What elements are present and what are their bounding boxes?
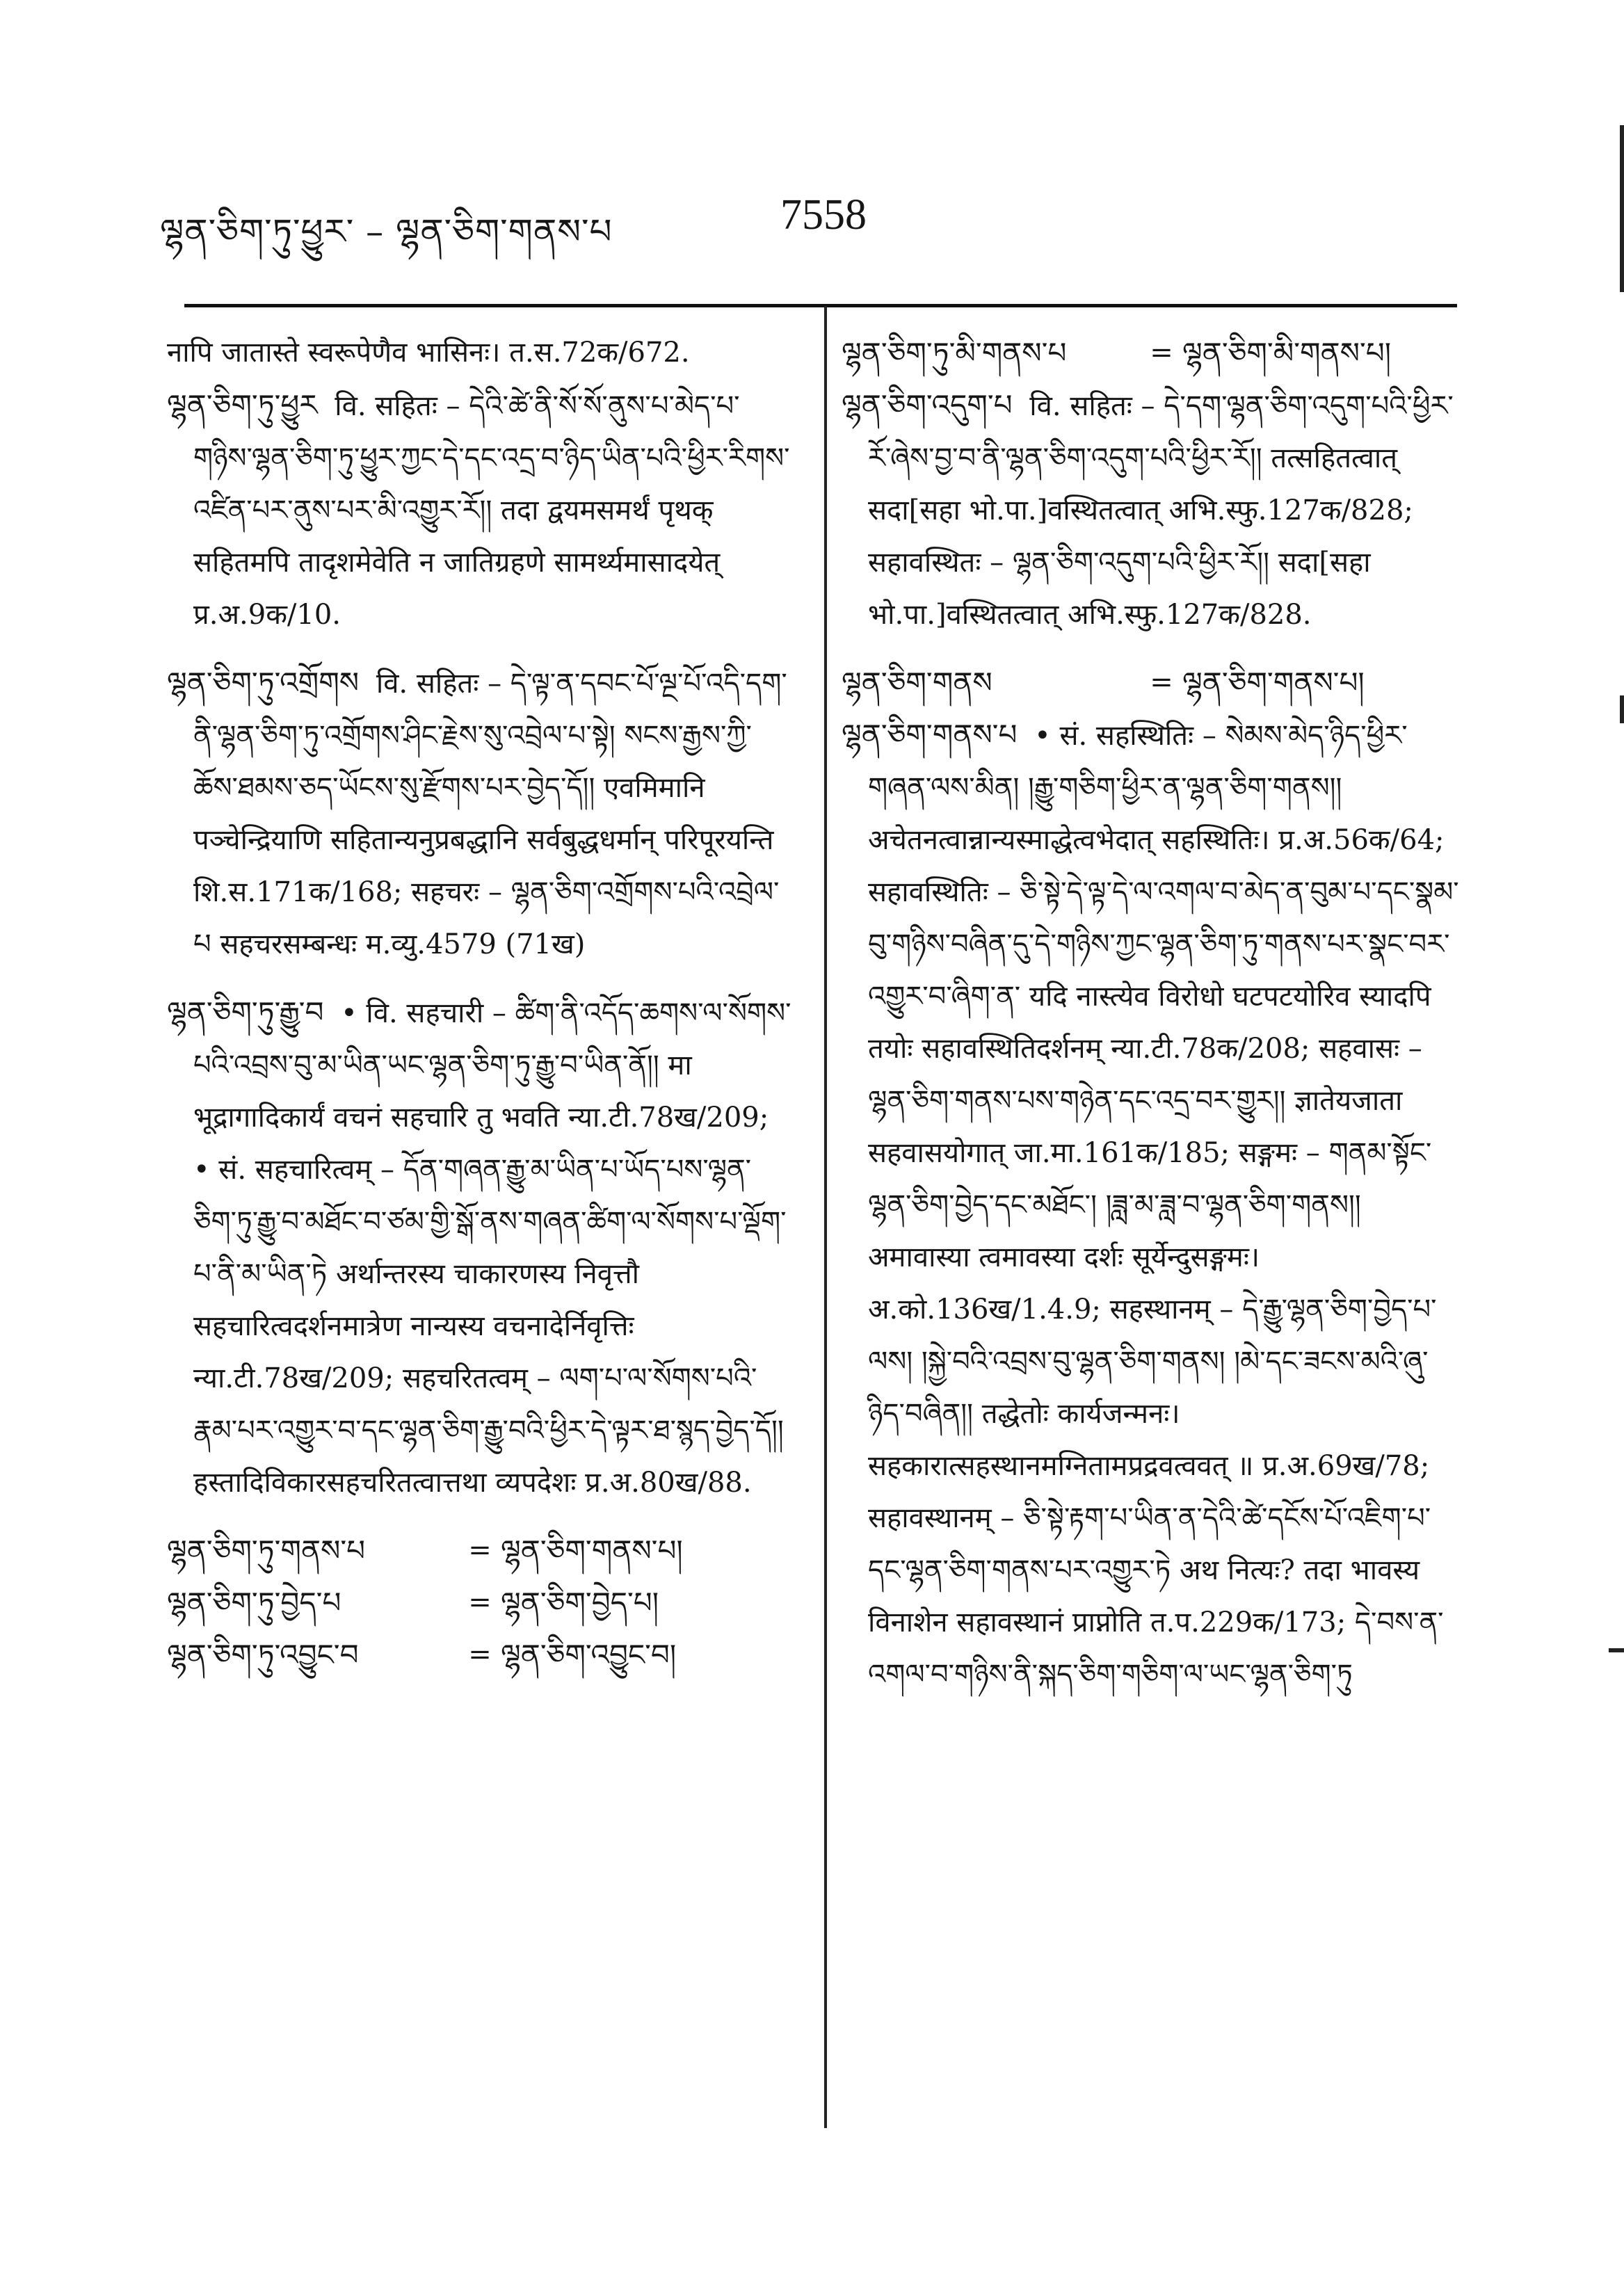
headword: ལྷན་ཅིག་འདུག་པ xyxy=(842,388,1013,422)
left-column xyxy=(167,327,793,1681)
entry-body: • वि. सहचारी – ཚིག་ནི་འདོད་ཆགས་ལ་སོགས་པའི་འབྲས་བུ་མ་ཡིན་ཡང་ལྷན་ཅིག་ཏུ་རྒྱུ་བ་ཡིན་ནོ།། मा भूद्रागादिकार्यं वचनं सहचारि तु भवति न्या.टी.78ख/209; • सं. सहचारित्वम् – དོན་གཞན་རྒྱུ་མ་ཡིན་པ་ཡོད་པས་ལྷན་ཅིག་ཏུ་རྒྱུ་བ་མཐོང་བ་ཙམ་གྱི་སྒོ་ནས་གཞན་ཚིག་ལ་སོགས་པ་ལྡོག་པ་ནི་མ་ཡིན་ཏེ अर्थान्तरस्य चाकारणस्य निवृत्तौ सहचारित्वदर्शनमात्रेण नान्यस्य वचनादेर्निवृत्तिः न्या.टी.78ख/209; सहचरितत्वम् – ལག་པ་ལ་སོགས་པའི་རྣམ་པར་འགྱུར་བ་དང་ལྷན་ཅིག་རྒྱུ་བའི་ཕྱིར་དེ་ལྟར་ཐ་སྙད་བྱེད་དོ།། हस्तादिविकारसहचरितत्वात्तथा व्यपदेशः प्र.अ.80ख/88. xyxy=(193,997,791,1499)
xref-equals: = xyxy=(1150,666,1173,698)
xref-target: ལྷན་ཅིག་བྱེད་པ། xyxy=(501,1586,659,1620)
dictionary-entry xyxy=(167,657,793,971)
entry-body: वि. सहितः – དེ་དག་ལྷན་ཅིག་འདུག་པའི་ཕྱིར་རོ་ཞེས་བྱ་བ་ནི་ལྷན་ཅིག་འདུག་པའི་ཕྱིར་རོ།། तत्सहितत्वात् सदा[सहा भो.पा.]वस्थितत्वात् अभि.स्फु.127क/828; सहावस्थितः – ལྷན་ཅིག་འདུག་པའི་ཕྱིར་རོ།། सदा[सहा भो.पा.]वस्थितत्वात् अभि.स्फु.127क/828. xyxy=(868,390,1454,631)
xref-target: ལྷན་ཅིག་གནས་པ། xyxy=(501,1533,683,1568)
headword: ལྷན་ཅིག་ཏུ་ཕྱུར xyxy=(167,388,318,422)
cross-reference xyxy=(167,1629,793,1681)
xref-term: ལྷན་ཅིག་ཏུ་གནས་པ xyxy=(167,1533,366,1568)
xref-equals: = xyxy=(468,1586,492,1618)
xref-equals: = xyxy=(1150,337,1173,369)
xref-term: ལྷན་ཅིག་ཏུ་འབྱུང་བ xyxy=(167,1638,359,1672)
xref-equals: = xyxy=(468,1534,492,1566)
xref-term: ལྷན་ཅིག་ཏུ་བྱེད་པ xyxy=(167,1586,341,1620)
headword: ལྷན་ཅིག་གནས་པ xyxy=(842,718,1018,752)
xref-target: ལྷན་ཅིག་འབྱུང་བ། xyxy=(501,1638,677,1672)
scan-edge-mark xyxy=(1609,1648,1624,1652)
cross-reference xyxy=(167,1524,793,1577)
running-head: ལྷན་ཅིག་ཏུ་ཕྱུར་ – ལྷན་ཅིག་གནས་པ xyxy=(160,211,613,252)
xref-target: ལྷན་ཅིག་གནས་པ། xyxy=(1182,666,1365,700)
entry-body: • सं. सहस्थितिः – སེམས་མེད་ཉིད་ཕྱིར་གཞན་ལས་མིན། །རྒྱུ་གཅིག་ཕྱིར་ན་ལྷན་ཅིག་གནས།། अचेतनत्वान्नान्यस्माद्धेत्वभेदात् सहस्थितिः। प्र.अ.56क/64; सहावस्थितिः – ཅི་སྟེ་དེ་ལྟ་དེ་ལ་འགལ་བ་མེད་ན་བུམ་པ་དང་སྣམ་བུ་གཉིས་བཞིན་དུ་དེ་གཉིས་ཀྱང་ལྷན་ཅིག་ཏུ་གནས་པར་སྣང་བར་འགྱུར་བ་ཞིག་ན་ यदि नास्त्येव विरोधो घटपटयोरिव स्यादपि तयोः सहावस्थितिदर्शनम् न्या.टी.78क/208; सहवासः – ལྷན་ཅིག་གནས་པས་གཉེན་དང་འདྲ་བར་གྱུར།། ज्ञातेयजाता सहवासयोगात् जा.मा.161क/185; सङ्गमः – གནམ་སྟོང་ལྷན་ཅིག་བྱེད་དང་མཐོང་། །ཟླ་མ་ཟླ་བ་ལྷན་ཅིག་གནས།། अमावास्या त्वमावस्या दर्शः सूर्येन्दुसङ्गमः। अ.को.136ख/1.4.9; सहस्थानम् – དེ་རྒྱུ་ལྷན་ཅིག་བྱེད་པ་ལས། །སྐྱེ་བའི་འབྲས་བུ་ལྷན་ཅིག་གནས། །མེ་དང་ཟངས་མའི་ཞུ་ཉིད་བཞིན།། तद्धेतोः कार्यजन्मनः। सहकारात्सहस्थानमग्नितामप्रद्रवत्ववत् ॥ प्र.अ.69ख/78; सहावस्थानम् – ཅི་སྟེ་རྟག་པ་ཡིན་ན་དེའི་ཚེ་དངོས་པོ་འཇིག་པ་དང་ལྷན་ཅིག་གནས་པར་འགྱུར་ཏེ अथ नित्यः? तदा भावस्य विनाशेन सहावस्थानं प्राप्नोति त.प.229क/173; དེ་བས་ན་འགལ་བ་གཉིས་ནི་སྐད་ཅིག་གཅིག་ལ་ཡང་ལྷན་ཅིག་ཏུ xyxy=(868,720,1459,1691)
scan-edge-mark xyxy=(1620,125,1624,292)
page-number: 7558 xyxy=(780,191,867,239)
xref-target: ལྷན་ཅིག་མི་གནས་པ། xyxy=(1182,336,1392,370)
xref-equals: = xyxy=(468,1638,492,1670)
continuation-text: नापि जातास्ते स्वरूपेणैव भासिनः। त.स.72क/672. xyxy=(167,337,690,369)
dictionary-entry xyxy=(842,709,1461,1701)
dictionary-entry xyxy=(842,379,1461,641)
xref-term: ལྷན་ཅིག་ཏུ་མི་གནས་པ xyxy=(842,336,1067,370)
dictionary-entry xyxy=(167,986,793,1509)
entry-body: वि. सहितः – དེའི་ཚེ་ནི་སོ་སོ་ནུས་པ་མེད་པ་གཉིས་ལྷན་ཅིག་ཏུ་ཕྱུར་ཀྱང་དེ་དང་འདྲ་བ་ཉིད་ཡིན་པའི་ཕྱིར་རིགས་འཛིན་པར་ནུས་པར་མི་འགྱུར་རོ།། तदा द्वयमसमर्थं पृथक् सहितमपि तादृशमेवेति न जातिग्रहणे सामर्थ्यमासादयेत् प्र.अ.9क/10. xyxy=(193,390,790,631)
dictionary-entry xyxy=(167,379,793,641)
cross-reference xyxy=(842,657,1461,709)
right-column xyxy=(842,327,1461,1716)
xref-term: ལྷན་ཅིག་གནས xyxy=(842,666,992,700)
scan-edge-mark xyxy=(1620,695,1624,723)
column-divider xyxy=(824,306,827,2128)
headword: ལྷན་ཅིག་ཏུ་འགྲོགས xyxy=(167,666,360,700)
cross-reference xyxy=(167,1577,793,1629)
header-rule xyxy=(184,304,1457,307)
cross-reference xyxy=(842,327,1461,379)
headword: ལྷན་ཅིག་ཏུ་རྒྱུ་བ xyxy=(167,995,324,1029)
entry-body: वि. सहितः – དེ་ལྟ་ན་དབང་པོ་ལྔ་པོ་འདི་དག་ནི་ལྷན་ཅིག་ཏུ་འགྲོགས་ཤིང་རྗེས་སུ་འབྲེལ་པ་སྟེ། སངས་རྒྱས་ཀྱི་ཆོས་ཐམས་ཅད་ཡོངས་སུ་རྫོགས་པར་བྱེད་དོ།། एवमिमानि पञ्चेन्द्रियाणि सहितान्यनुप्रबद्धानि सर्वबुद्धधर्मान् परिपूरयन्ति शि.स.171क/168; सहचरः – ལྷན་ཅིག་འགྲོགས་པའི་འབྲེལ་པ सहचरसम्बन्धः म.व्यु.4579 (71ख) xyxy=(193,668,787,960)
